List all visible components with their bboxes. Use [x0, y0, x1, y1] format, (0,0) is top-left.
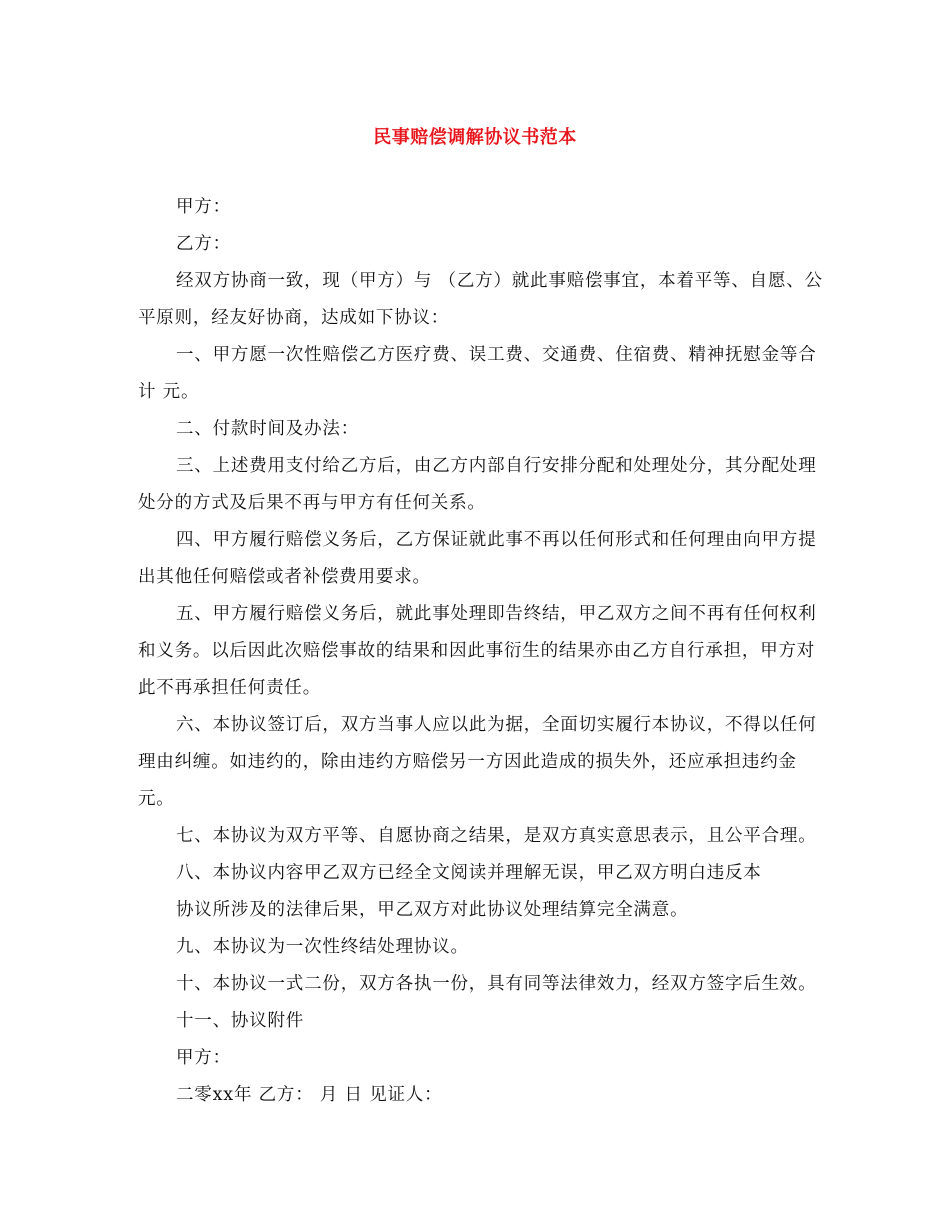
clause-4: 四、甲方履行赔偿义务后，乙方保证就此事不再以任何形式和任何理由向甲方提出其他任何赔偿或者补偿费用要求。 [138, 530, 817, 587]
clause-7: 七、本协议为双方平等、自愿协商之结果，是双方真实意思表示，且公平合理。 [176, 826, 817, 846]
party-b-line: 乙方： [176, 234, 231, 254]
clause-1: 一、甲方愿一次性赔偿乙方医疗费、误工费、交通费、住宿费、精神抚慰金等合计 元。 [138, 345, 817, 402]
clause-3: 三、上述费用支付给乙方后，由乙方内部自行安排分配和处理处分，其分配处理处分的方式及后果不再与甲方有任何关系。 [138, 456, 817, 513]
clause-8-part-2: 协议所涉及的法律后果，甲乙双方对此协议处理结算完全满意。 [176, 900, 689, 920]
clause-2: 二、付款时间及办法： [176, 419, 359, 439]
clause-10: 十、本协议一式二份，双方各执一份，具有同等法律效力，经双方签字后生效。 [176, 974, 817, 994]
signature-party-a: 甲方： [176, 1048, 231, 1068]
party-a-line: 甲方： [176, 197, 231, 217]
clause-8-part-1: 八、本协议内容甲乙双方已经全文阅读并理解无误，甲乙双方明白违反本 [176, 863, 762, 883]
signature-date-line: 二零xx年 乙方： 月 日 见证人： [176, 1085, 443, 1105]
preamble-paragraph: 经双方协商一致，现（甲方）与 （乙方）就此事赔偿事宜，本着平等、自愿、公平原则，经友好协商，达成如下协议： [138, 271, 823, 328]
clause-6: 六、本协议签订后，双方当事人应以此为据，全面切实履行本协议，不得以任何理由纠缠。如违约的，除由违约方赔偿另一方因此造成的损失外，还应承担违约金 元。 [138, 715, 817, 809]
clause-9: 九、本协议为一次性终结处理协议。 [176, 937, 469, 957]
clause-11: 十一、协议附件 [176, 1011, 305, 1031]
document-title: 民事赔偿调解协议书范本 [373, 127, 577, 148]
document-body [138, 189, 828, 1114]
clause-5: 五、甲方履行赔偿义务后，就此事处理即告终结，甲乙双方之间不再有任何权利和义务。以后因此次赔偿事故的结果和因此事衍生的结果亦由乙方自行承担，甲方对此不再承担任何责任。 [138, 604, 817, 698]
